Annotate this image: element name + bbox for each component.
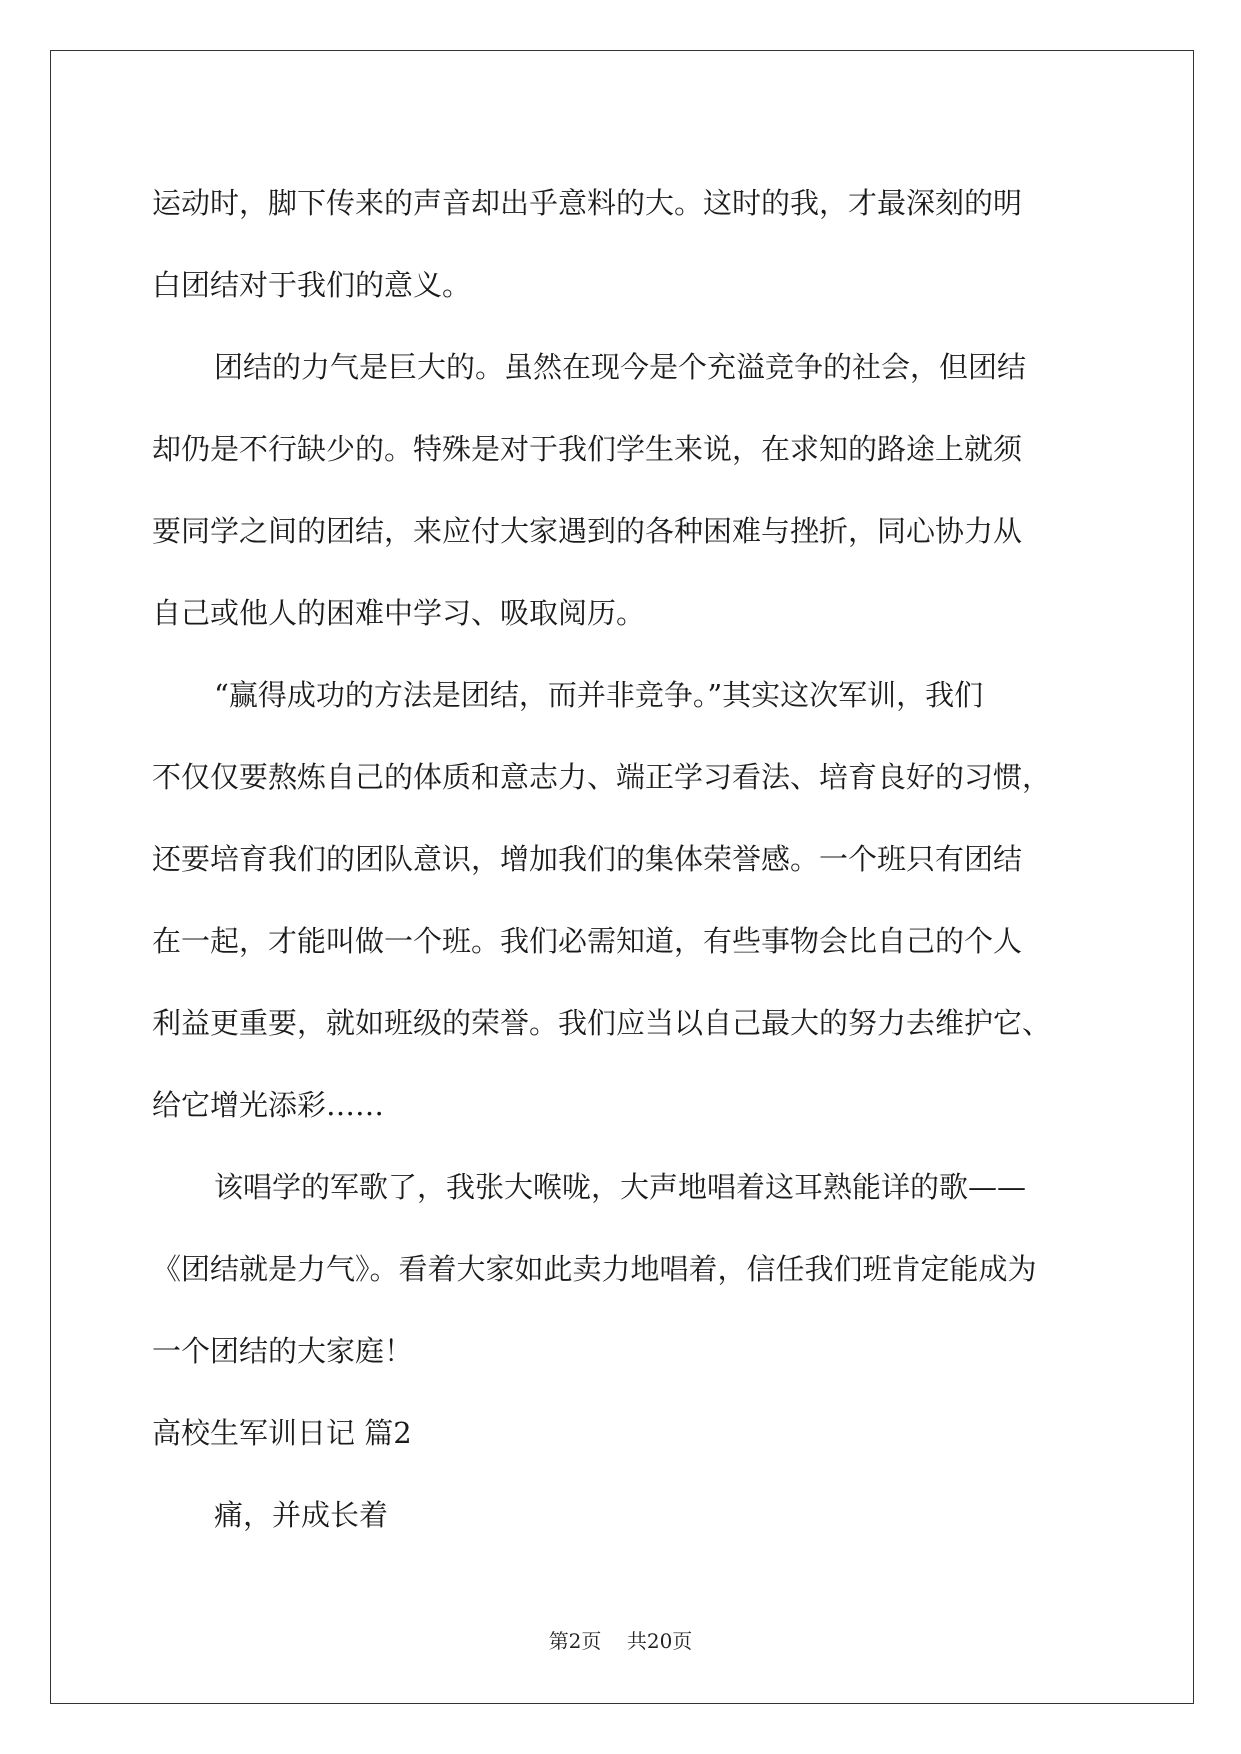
page-footer: [0, 1625, 1241, 1654]
text-line: 白团结对于我们的意义。: [152, 268, 472, 302]
text-line: 《团结就是力气》。看着大家如此卖力地唱着，信任我们班肯定能成为: [152, 1252, 1037, 1286]
text-line: 要同学之间的团结，来应付大家遇到的各种困难与挫折，同心协力从: [152, 514, 1023, 548]
text-line: 自己或他人的困难中学习、吸取阅历。: [152, 596, 646, 630]
text-line: 还要培育我们的团队意识，增加我们的集体荣誉感。一个班只有团结: [152, 842, 1023, 876]
text-line: 在一起，才能叫做一个班。我们必需知道，有些事物会比自己的个人: [152, 924, 1023, 958]
document-body: [152, 162, 1092, 1556]
page-total: 共20页: [626, 1629, 693, 1653]
text-line: 一个团结的大家庭！: [152, 1334, 414, 1368]
section-heading: 高校生军训日记 篇2: [152, 1416, 412, 1450]
text-line: 团结的力气是巨大的。虽然在现今是个充溢竞争的社会，但团结: [214, 350, 1027, 384]
text-line: 利益更重要，就如班级的荣誉。我们应当以自己最大的努力去维护它、: [152, 1006, 1052, 1040]
text-line: 却仍是不行缺少的。特殊是对于我们学生来说，在求知的路途上就须: [152, 432, 1023, 466]
text-line: 该唱学的军歌了，我张大喉咙，大声地唱着这耳熟能详的歌——: [214, 1170, 1027, 1204]
page-number: 第2页: [548, 1629, 602, 1653]
text-line: 痛，并成长着: [214, 1498, 389, 1532]
text-line: 运动时，脚下传来的声音却出乎意料的大。这时的我，才最深刻的明: [152, 186, 1023, 220]
text-line: 给它增光添彩……: [152, 1088, 385, 1122]
text-line: 不仅仅要熬炼自己的体质和意志力、端正学习看法、培育良好的习惯，: [152, 760, 1052, 794]
text-line: “赢得成功的方法是团结，而并非竞争。”其实这次军训，我们: [214, 678, 984, 712]
